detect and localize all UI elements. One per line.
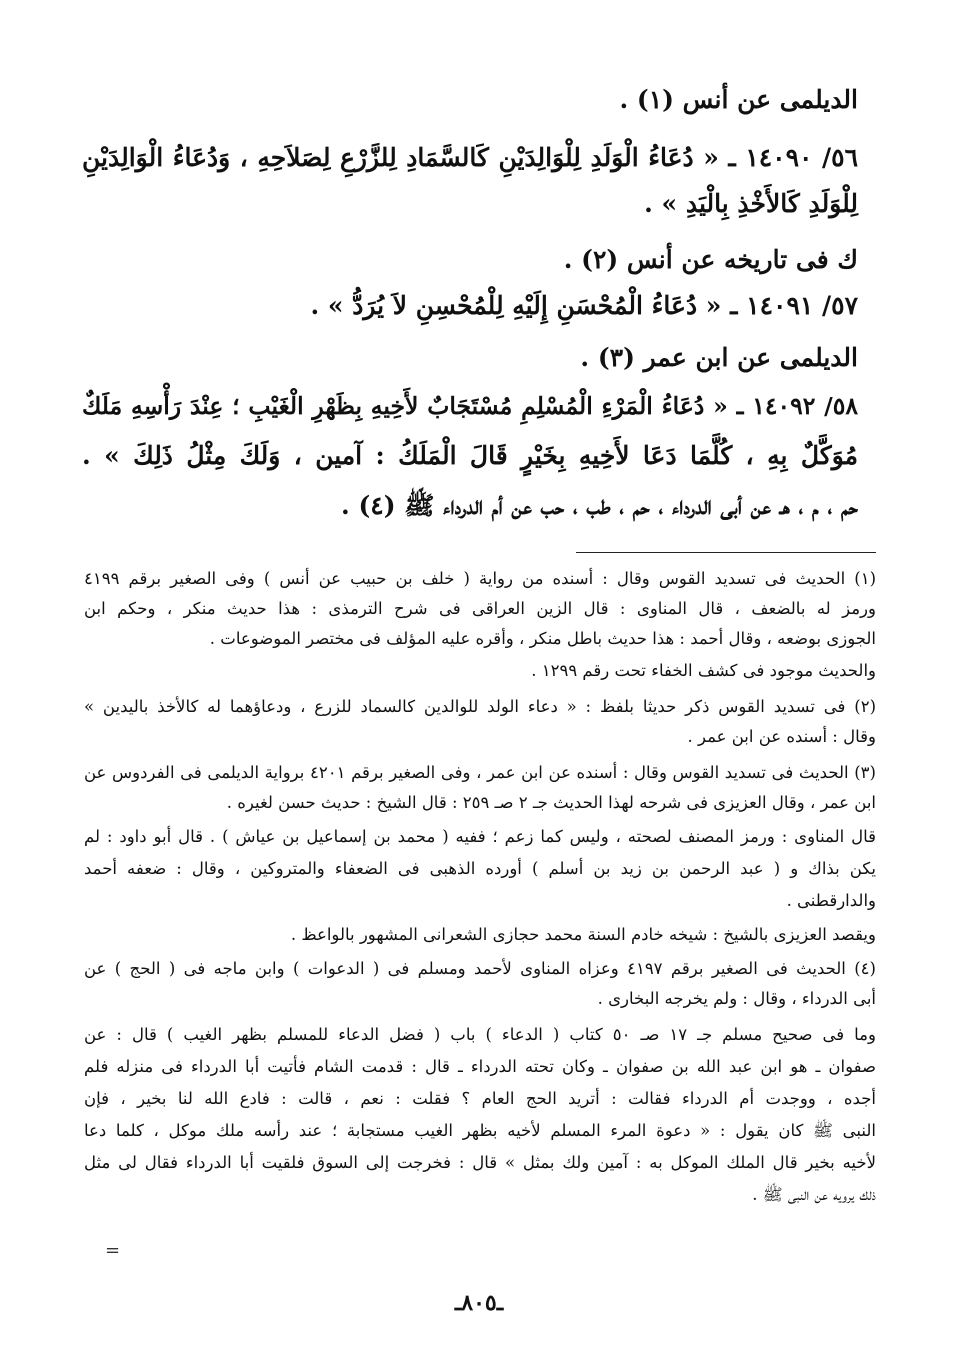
footnote-1-line: (١) الحديث فى تسديد القوس وقال : أسنده من رواية ( خلف بن حبيب عن أنس ) وفى الصغير برقم ٤١٩٩ (84, 569, 876, 588)
hadith-58-line: ٥٨/ ١٤٠٩٢ ـ « دُعَاءُ الْمَرْءِ الْمُسْلِمِ مُسْتَجَابٌ لأَخِيهِ بِظَهْرِ الْغَيْبِ ؛ عِنْدَ رَأْسِهِ مَلَكٌ (82, 392, 858, 420)
footnote-2-line: (٢) فى تسديد القوس ذكر حديثا بلفظ : « دعاء الولد للوالدين كالسماد للزرع ، ودعاؤهما له كالأخذ باليدين » (84, 697, 876, 716)
footnote-line: ذلك يرويه عن النبى ﷺ . (752, 1185, 876, 1204)
footnote-line: وقال : أسنده عن ابن عمر . (687, 727, 876, 746)
hadith-56-line: ٥٦/ ١٤٠٩٠ ـ « دُعَاءُ الْوَلَدِ لِلْوَالِدَيْنِ كَالسَّمَادِ لِلزَّرْعِ لِصَلاَحِهِ ، وَدُعَاءُ الْوَالِدَيْنِ (82, 143, 858, 172)
footnote-line: والدارقطنى . (786, 891, 876, 910)
page-number: ـ٨٠٥ـ (454, 1290, 504, 1316)
footnote-line: صفوان ـ هو ابن عبد الله بن صفوان ـ وكان تحته الدرداء ـ قال : قدمت الشام فأتيت أبا الدرداء فى منزله فلم (84, 1057, 876, 1076)
footnote-line: يكن بذاك و ( عبد الرحمن بن زيد بن أسلم ) أورده الذهبى فى الضعفاء والمتروكين ، وقال : ضعفه أحمد (84, 859, 876, 878)
footnote-line: قال المناوى : ورمز المصنف لصحته ، وليس كما زعم ؛ ففيه ( محمد بن إسماعيل بن عياش ) . قال أبو داود : لم (84, 827, 876, 846)
footnote-line: لأخيه بخير قال الملك الموكل به : آمين ولك بمثل » قال : فخرجت إلى السوق فلقيت أبا الدرداء فقال لى مثل (84, 1153, 876, 1172)
footnote-line: أبى الدرداء ، وقال : ولم يخرجه البخارى . (597, 989, 876, 1008)
main-line: لِلْوَلَدِ كَالأَخْذِ بِالْيَدِ » . (644, 189, 858, 218)
main-line: الديلمى عن أنس (١) . (619, 85, 858, 114)
hadith-57-line: ٥٧/ ١٤٠٩١ ـ « دُعَاءُ الْمُحْسَنِ إِلَيْهِ لِلْمُحْسِنِ لاَ يُرَدُّ » . (310, 291, 858, 320)
footnote-line: الجوزى بوضعه ، وقال أحمد : هذا حديث باطل منكر ، وأقره عليه المؤلف فى مختصر الموضوعات . (209, 629, 876, 648)
footnote-4-line: (٤) الحديث فى الصغير برقم ٤١٩٧ وعزاه المناوى لأحمد ومسلم فى ( الدعوات ) وابن ماجه فى ( الحج ) عن (84, 959, 876, 978)
footnote-line: وما فى صحيح مسلم جـ ١٧ صـ ٥٠ كتاب ( الدعاء ) باب ( فضل الدعاء للمسلم بظهر الغيب ) قال : عن (84, 1025, 876, 1044)
footnote-line: ورمز له بالضعف ، قال المناوى : قال الزين العراقى فى شرح الترمذى : هذا حديث منكر ، وحكم ابن (84, 599, 876, 618)
main-line: مُوَكَّلٌ بِهِ ، كُلَّمَا دَعَا لأَخِيهِ بِخَيْرٍ قَالَ الْمَلَكُ : آمين ، وَلَكَ مِثْلُ ذَلِكَ » . (82, 441, 858, 470)
continuation-mark: = (105, 1240, 121, 1261)
footnote-3-line: (٣) الحديث فى تسديد القوس وقال : أسنده عن ابن عمر ، وفى الصغير برقم ٤٢٠١ برواية الديلمى فى الفردوس عن (84, 763, 876, 782)
footnote-line: ويقصد العزيزى بالشيخ : شيخه خادم السنة محمد حجازى الشعرانى المشهور بالواعظ . (290, 925, 876, 944)
footnote-line: النبى ﷺ كان يقول : « دعوة المرء المسلم لأخيه بظهر الغيب مستجابة ؛ عند رأسه ملك موكل ، كلما دعا (84, 1121, 876, 1140)
source-line: ك فى تاريخه عن أنس (٢) . (563, 245, 858, 274)
source-line: الديلمى عن ابن عمر (٣) . (580, 343, 858, 372)
source-line: حم ، م ، هـ عن أبى الدرداء ، حم ، طب ، حب عن أم الدرداء ﷺ (٤) . (341, 491, 858, 520)
footnote-line: والحديث موجود فى كشف الخفاء تحت رقم ١٢٩٩ . (531, 661, 876, 680)
footnote-line: ابن عمر ، وقال العزيزى فى شرحه لهذا الحديث جـ ٢ صـ ٢٥٩ : قال الشيخ : حديث حسن لغيره . (226, 793, 876, 812)
footnote-divider (576, 552, 876, 553)
footnote-line: أجده ، ووجدت أم الدرداء فقالت : أتريد الحج العام ؟ فقلت : نعم ، قالت : فادع الله لنا بخير ، فإن (84, 1089, 876, 1108)
